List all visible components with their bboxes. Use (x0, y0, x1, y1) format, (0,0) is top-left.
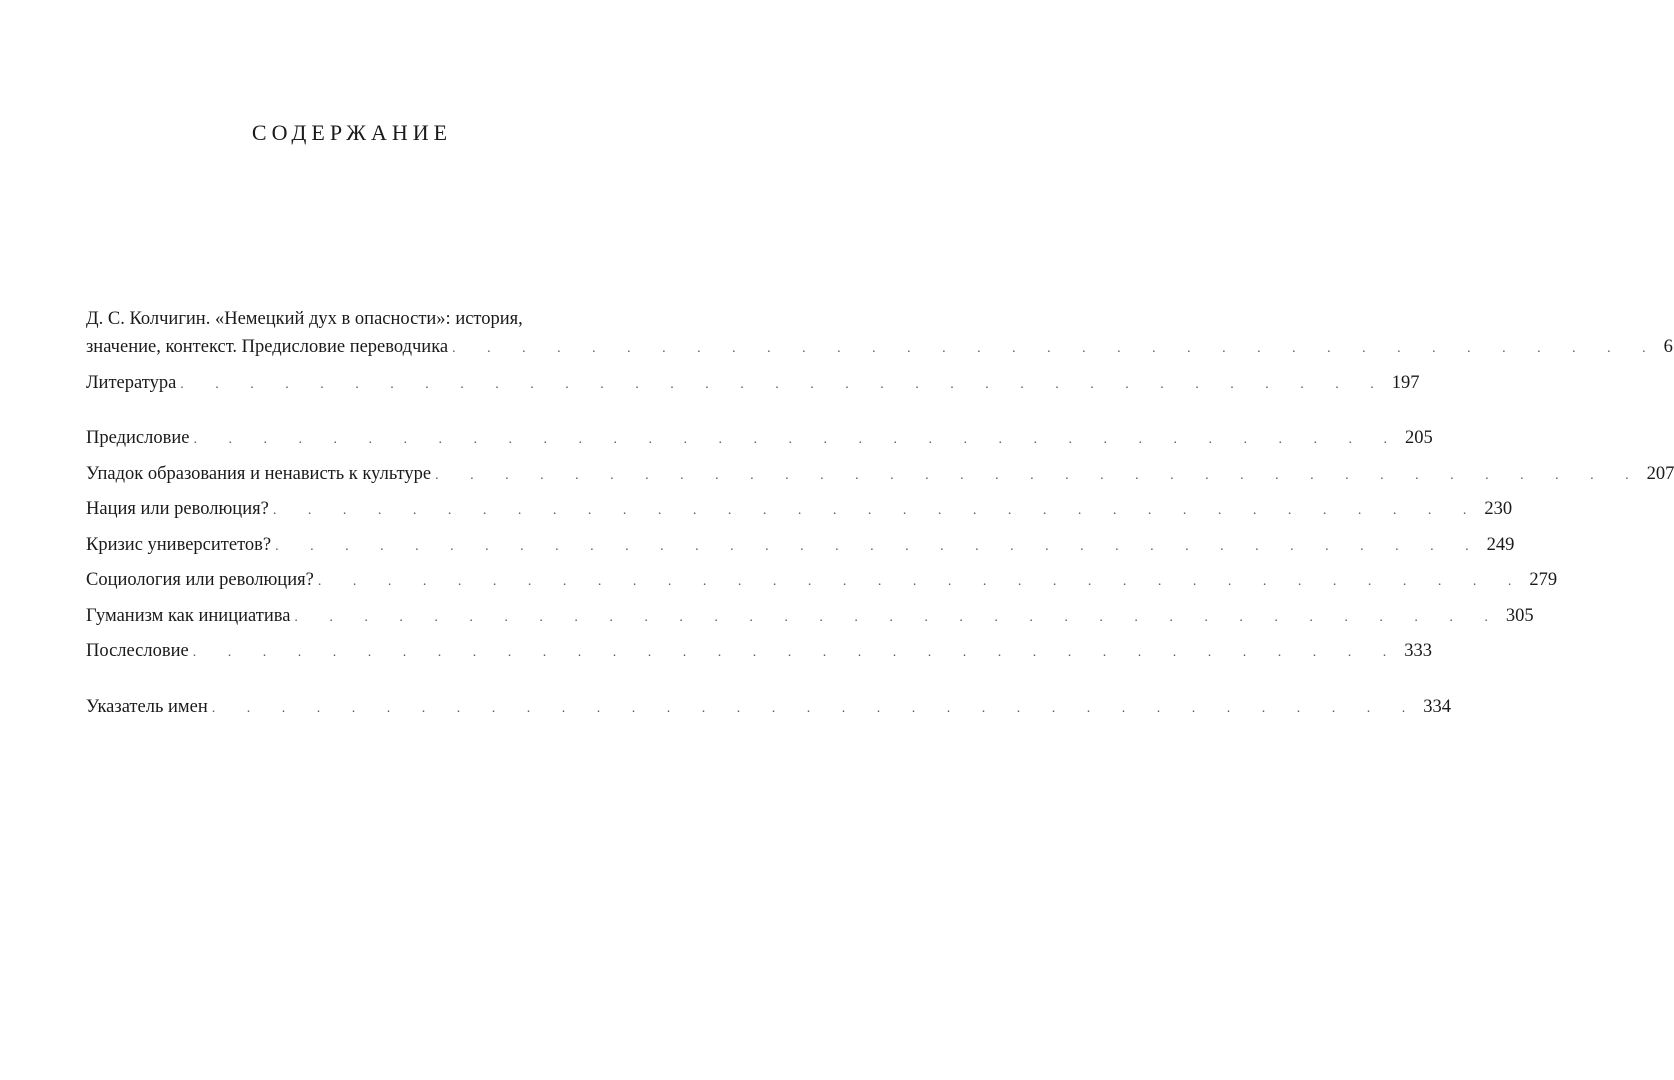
toc-entry-title: Послесловие (86, 641, 189, 661)
toc-entry-title: Предисловие (86, 428, 190, 448)
toc-entry-title: Нация или революция? (86, 499, 269, 519)
table-of-contents (86, 305, 1674, 728)
toc-entry[interactable] (86, 531, 1515, 561)
dot-leader: . . . . . . . . . . . . . . . . . . . . . . . . . . . . . . . . . . . (180, 376, 1388, 392)
dot-leader: . . . . . . . . . . . . . . . . . . . . . . . . . . . . . . . . . . . (275, 538, 1483, 554)
toc-entry-page: 279 (1529, 570, 1558, 590)
toc-group (86, 693, 1451, 723)
toc-entry-translator-preface[interactable] (86, 305, 1673, 363)
dot-leader: . . . . . . . . . . . . . . . . . . . . . . . . . . . . . . . . . . . (211, 700, 1420, 716)
dot-leader: . . . . . . . . . . . . . . . . . . . . . . . . . . . . . . . . . . . (317, 574, 1526, 589)
toc-entry[interactable] (86, 424, 1433, 454)
toc-entry-title: Упадок образования и ненависть к культуре (86, 463, 432, 484)
toc-entry-page: 6 (1663, 337, 1673, 357)
toc-entry[interactable] (86, 495, 1513, 525)
toc-entry[interactable] (86, 637, 1432, 667)
page-title: СОДЕРЖАНИЕ (251, 120, 453, 145)
spacer (86, 673, 601, 693)
toc-entry-title: Указатель имен (86, 696, 208, 717)
toc-entry-title: Гуманизм как инициатива (86, 605, 291, 626)
toc-entry-title: «Немецкий дух в опасности»: история, (214, 309, 523, 329)
toc-entry-page: 333 (1404, 641, 1432, 661)
dot-leader: . . . . . . . . . . . . . . . . . . . . . . . . . . . . . . . . . . . (272, 503, 1481, 518)
dot-leader: . . . . . . . . . . . . . . . . . . . . . . . . . . . . . . . . . . . (452, 341, 1660, 356)
toc-entry[interactable] (86, 369, 1420, 399)
dot-leader: . . . . . . . . . . . . . . . . . . . . . . . . . . . . . . . . . . . (192, 645, 1401, 660)
toc-entry-page: 249 (1486, 534, 1515, 555)
toc-entry[interactable] (86, 566, 1558, 596)
toc-entry-title: Социология или революция? (86, 570, 314, 590)
dot-leader: . . . . . . . . . . . . . . . . . . . . . . . . . . . . . . . . . . . (435, 467, 1643, 483)
toc-entry-page: 197 (1391, 372, 1420, 393)
toc-entry-title: Литература (86, 372, 177, 393)
toc-entry-title: Кризис университетов? (86, 534, 272, 555)
toc-entry[interactable] (86, 693, 1451, 723)
toc-entry-page: 334 (1423, 696, 1451, 717)
toc-group (86, 424, 1674, 667)
spacer (86, 404, 601, 424)
dot-leader: . . . . . . . . . . . . . . . . . . . . . . . . . . . . . . . . . . . (193, 432, 1401, 447)
toc-entry-line (86, 333, 1673, 363)
dot-leader: . . . . . . . . . . . . . . . . . . . . . . . . . . . . . . . . . . . (294, 609, 1502, 625)
toc-entry-page: 205 (1404, 428, 1433, 448)
toc-group (86, 369, 1420, 399)
toc-entry-page: 230 (1484, 499, 1513, 519)
toc-entry-title: значение, контекст. Предисловие переводчика (86, 337, 449, 357)
toc-entry[interactable] (86, 602, 1534, 632)
toc-entry-author: Д. С. Колчигин. (86, 309, 211, 329)
toc-entry-page: 305 (1505, 605, 1534, 626)
toc-entry-page: 207 (1646, 463, 1674, 484)
toc-entry[interactable] (86, 460, 1674, 490)
toc-entry-line (86, 305, 601, 333)
